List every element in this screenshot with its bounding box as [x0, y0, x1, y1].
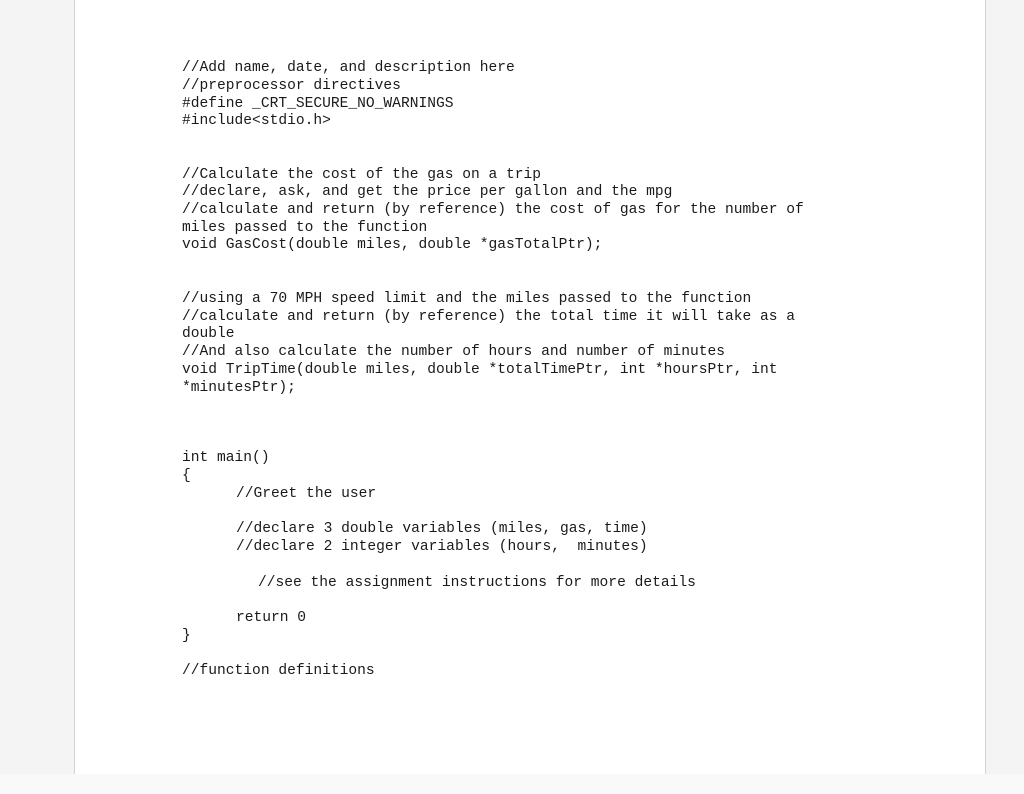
code-line: //And also calculate the number of hours and number of minutes	[182, 344, 725, 360]
code-line: double	[182, 326, 235, 342]
code-line: void TripTime(double miles, double *totalTimePtr, int *hoursPtr, int	[182, 362, 778, 378]
code-line: //Add name, date, and description here	[182, 60, 515, 76]
code-line: return 0	[236, 610, 307, 626]
code-line: //calculate and return (by reference) the cost of gas for the number of	[182, 202, 804, 218]
code-line: //using a 70 MPH speed limit and the miles passed to the function	[182, 291, 752, 307]
code-line: {	[182, 468, 191, 484]
code-line: //declare 3 double variables (miles, gas, time)	[236, 521, 648, 537]
code-line: //function definitions	[182, 663, 375, 679]
bottom-strip	[0, 774, 1024, 794]
code-line: //calculate and return (by reference) the total time it will take as a	[182, 309, 796, 325]
code-line: //see the assignment instructions for more details	[258, 575, 696, 591]
code-line: //declare, ask, and get the price per gallon and the mpg	[182, 184, 673, 200]
code-line: //declare 2 integer variables (hours, minutes)	[236, 539, 648, 555]
code-line: *minutesPtr);	[182, 380, 296, 396]
code-line: }	[182, 628, 191, 644]
code-line: //Calculate the cost of the gas on a trip	[182, 167, 542, 183]
code-line: miles passed to the function	[182, 220, 428, 236]
code-line: void GasCost(double miles, double *gasTotalPtr);	[182, 237, 603, 253]
document-page	[74, 0, 986, 774]
code-line: #define _CRT_SECURE_NO_WARNINGS	[182, 96, 454, 112]
code-line: int main()	[182, 450, 270, 466]
code-line: //preprocessor directives	[182, 78, 401, 94]
code-line: #include<stdio.h>	[182, 113, 331, 129]
code-line: //Greet the user	[236, 486, 377, 502]
